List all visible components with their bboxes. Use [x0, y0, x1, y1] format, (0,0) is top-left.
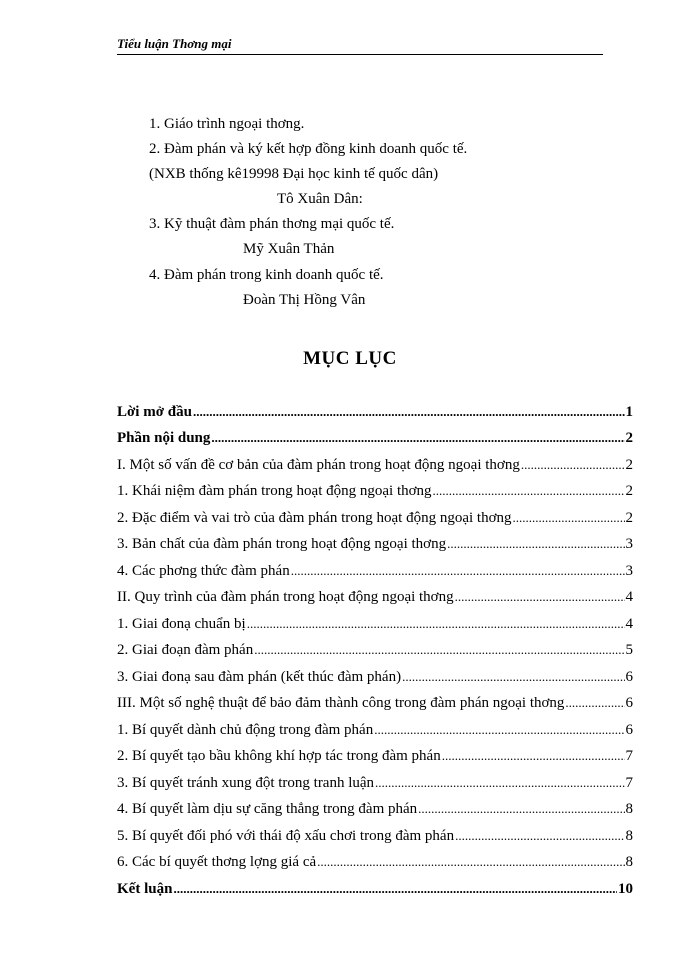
toc-entry: [117, 606, 633, 633]
header-title: Tiểu luận Thơng mại: [117, 36, 232, 51]
toc-entry-label: I. Một số vấn đề cơ bản của đàm phán trong hoạt động ngoại thơng: [117, 456, 520, 473]
toc-entry: [117, 553, 633, 580]
toc-entry-label: Lời mở đầu: [117, 403, 192, 420]
toc-entry-label: 1. Giai đonạ chuẩn bị: [117, 615, 246, 632]
toc-entry-label: Phần nội dung: [117, 430, 211, 446]
toc-entry-page: 1: [625, 403, 633, 420]
reference-item: 2. Đàm phán và ký kết hợp đồng kinh doanh quốc tế.: [149, 141, 468, 157]
toc-entry: [117, 447, 633, 474]
reference-item: (NXB thống kê19998 Đại học kinh tế quốc dân): [149, 166, 439, 182]
toc-entry-label: II. Quy trình của đàm phán trong hoạt động ngoại thơng: [117, 589, 454, 605]
toc-entry-page: 5: [625, 642, 633, 658]
toc-entry: [117, 845, 633, 872]
toc-entry-page: 7: [625, 774, 633, 791]
toc-entry-label: 1. Bí quyết dành chủ động trong đàm phán: [117, 721, 374, 738]
toc-entry: [117, 500, 633, 527]
toc-dot-leader: [374, 721, 624, 739]
toc-entry-page: 2: [625, 456, 633, 473]
toc-entry-page: 3: [625, 536, 633, 552]
reference-author: Tô Xuân Dân:: [277, 191, 363, 207]
reference-author: Đoàn Thị Hồng Vân: [243, 292, 366, 308]
toc-dot-leader: [418, 800, 624, 818]
toc-entry-label: 1. Khái niệm đàm phán trong hoạt động ngoại thơng: [117, 483, 432, 499]
table-of-contents: [117, 394, 633, 898]
toc-dot-leader: [173, 880, 617, 898]
reference-item: 1. Giáo trình ngoại thơng.: [149, 116, 305, 132]
toc-dot-leader: [402, 668, 624, 686]
toc-entry-label: 3. Bản chất của đàm phán trong hoạt động ngoại thơng: [117, 536, 447, 552]
toc-entry: [117, 394, 633, 421]
toc-entry: [117, 659, 633, 686]
toc-dot-leader: [455, 827, 624, 845]
toc-entry: [117, 580, 633, 607]
toc-entry: [117, 527, 633, 554]
toc-entry: [117, 765, 633, 792]
toc-dot-leader: [442, 747, 625, 765]
toc-entry: [117, 818, 633, 845]
toc-entry-label: 4. Bí quyết làm dịu sự căng thẳng trong đàm phán: [117, 801, 418, 817]
toc-entry-label: 6. Các bí quyết thơng lợng giá cả: [117, 854, 317, 870]
reference-item: 3. Kỹ thuật đàm phán thơng mại quốc tế.: [149, 216, 395, 232]
toc-entry-page: 10: [618, 880, 633, 897]
toc-dot-leader: [291, 562, 625, 580]
toc-entry-page: 8: [625, 854, 633, 870]
toc-entry-label: Kết luận: [117, 880, 173, 897]
toc-dot-leader: [565, 694, 624, 712]
toc-entry-page: 6: [625, 695, 633, 711]
toc-entry: [117, 686, 633, 713]
toc-entry-page: 3: [625, 562, 633, 579]
toc-entry-label: 2. Đặc điểm và vai trò của đàm phán trong hoạt động ngoại thơng: [117, 509, 512, 526]
toc-entry-label: 2. Bí quyết tạo bầu không khí hợp tác trong đàm phán: [117, 748, 441, 764]
toc-dot-leader: [375, 774, 624, 792]
toc-dot-leader: [455, 588, 625, 606]
toc-dot-leader: [513, 509, 625, 527]
toc-dot-leader: [211, 429, 624, 447]
toc-dot-leader: [193, 403, 625, 421]
toc-entry: [117, 474, 633, 501]
toc-entry-page: 2: [625, 483, 633, 499]
toc-entry-page: 7: [625, 748, 633, 764]
reference-author: Mỹ Xuân Thản: [243, 241, 335, 257]
toc-entry-label: 2. Giai đoạn đàm phán: [117, 642, 254, 658]
toc-entry-label: 3. Giai đonạ sau đàm phán (kết thúc đàm phán): [117, 668, 402, 685]
toc-entry-label: 5. Bí quyết đối phó với thái độ xấu chơi trong đàm phán: [117, 827, 455, 844]
toc-entry-page: 2: [625, 509, 633, 526]
reference-item: 4. Đàm phán trong kinh doanh quốc tế.: [149, 267, 384, 283]
toc-entry: [117, 712, 633, 739]
toc-entry: [117, 871, 633, 898]
toc-entry: [117, 739, 633, 766]
toc-entry-page: 6: [625, 721, 633, 738]
toc-dot-leader: [447, 535, 624, 553]
toc-entry-page: 8: [625, 827, 633, 844]
toc-entry-page: 6: [625, 668, 633, 685]
page-header: [117, 36, 603, 55]
toc-entry-page: 4: [625, 589, 633, 605]
toc-dot-leader: [317, 853, 624, 871]
toc-entry-page: 2: [625, 430, 633, 446]
toc-dot-leader: [254, 641, 624, 659]
toc-dot-leader: [521, 456, 625, 474]
toc-entry-page: 8: [625, 801, 633, 817]
toc-dot-leader: [433, 482, 625, 500]
toc-entry-label: 4. Các phơng thức đàm phán: [117, 562, 290, 579]
toc-title: MỤC LỤC: [303, 348, 397, 369]
toc-entry-label: III. Một số nghệ thuật để bảo đảm thành công trong đàm phán ngoại thơng: [117, 695, 565, 711]
toc-entry: [117, 792, 633, 819]
toc-dot-leader: [247, 615, 625, 633]
toc-entry: [117, 421, 633, 448]
toc-entry-page: 4: [625, 615, 633, 632]
toc-entry: [117, 633, 633, 660]
toc-entry-label: 3. Bí quyết tránh xung đột trong tranh luận: [117, 774, 375, 791]
